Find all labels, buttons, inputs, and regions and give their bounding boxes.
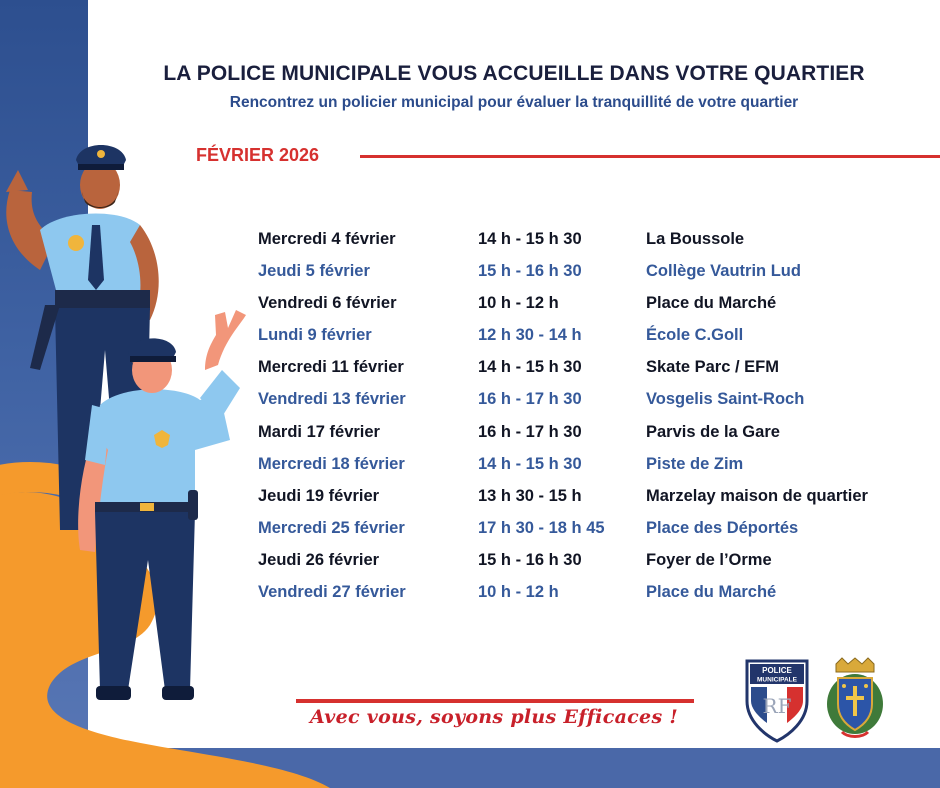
schedule-row bbox=[258, 358, 938, 390]
schedule-place: Collège Vautrin Lud bbox=[646, 262, 801, 281]
schedule-place: Foyer de l’Orme bbox=[646, 550, 772, 569]
schedule-date: Vendredi 13 février bbox=[258, 390, 406, 409]
schedule-place: École C.Goll bbox=[646, 326, 744, 345]
schedule-date: Mercredi 11 février bbox=[258, 358, 404, 377]
slogan: Avec vous, soyons plus Efficaces ! bbox=[309, 706, 678, 728]
svg-text:POLICE: POLICE bbox=[762, 666, 792, 675]
schedule-place: Place des Déportés bbox=[646, 518, 799, 537]
schedule-place: Place du Marché bbox=[646, 583, 777, 602]
schedule-time: 13 h 30 - 15 h bbox=[478, 486, 582, 505]
schedule-date: Mercredi 18 février bbox=[258, 454, 405, 473]
schedule-time: 14 h - 15 h 30 bbox=[478, 230, 582, 248]
schedule-row bbox=[258, 519, 938, 551]
schedule-time: 15 h - 16 h 30 bbox=[478, 262, 582, 281]
schedule-time: 16 h - 17 h 30 bbox=[478, 390, 582, 409]
schedule-date: Mercredi 4 février bbox=[258, 230, 396, 248]
page-subtitle: Rencontrez un policier municipal pour évaluer la tranquillité de votre quartier bbox=[229, 94, 799, 111]
svg-text:RF: RF bbox=[762, 694, 792, 718]
schedule-date: Vendredi 27 février bbox=[258, 583, 406, 602]
page-title: LA POLICE MUNICIPALE VOUS ACCUEILLE DANS VOTRE QUARTIER bbox=[163, 62, 865, 85]
schedule-row bbox=[258, 423, 938, 455]
police-officers-illustration bbox=[0, 130, 260, 720]
schedule-row bbox=[258, 294, 938, 326]
schedule-row bbox=[258, 230, 938, 262]
schedule-date: Jeudi 5 février bbox=[258, 262, 370, 281]
schedule-date: Mercredi 25 février bbox=[258, 518, 405, 537]
schedule-place: La Boussole bbox=[646, 230, 745, 248]
schedule-row bbox=[258, 390, 938, 422]
schedule-row bbox=[258, 455, 938, 487]
schedule-time: 10 h - 12 h bbox=[478, 583, 559, 602]
month-heading: FÉVRIER 2026 bbox=[196, 145, 320, 165]
schedule-place: Marzelay maison de quartier bbox=[646, 486, 868, 505]
schedule-place: Skate Parc / EFM bbox=[646, 358, 779, 377]
schedule-date: Vendredi 6 février bbox=[258, 294, 397, 313]
schedule-time: 12 h 30 - 14 h bbox=[478, 326, 582, 345]
schedule-time: 10 h - 12 h bbox=[478, 294, 559, 313]
schedule-row bbox=[258, 583, 938, 615]
svg-text:MUNICIPALE: MUNICIPALE bbox=[757, 676, 797, 684]
schedule-time: 17 h 30 - 18 h 45 bbox=[478, 518, 605, 537]
schedule-place: Vosgelis Saint-Roch bbox=[646, 390, 805, 409]
schedule-place: Piste de Zim bbox=[646, 454, 744, 473]
schedule-date: Mardi 17 février bbox=[258, 422, 380, 441]
footer-divider bbox=[296, 699, 694, 703]
schedule-place: Place du Marché bbox=[646, 294, 777, 313]
schedule-row bbox=[258, 262, 938, 294]
police-badge-icon bbox=[743, 657, 811, 743]
schedule-row bbox=[258, 487, 938, 519]
schedule-row bbox=[258, 326, 938, 358]
schedule-time: 16 h - 17 h 30 bbox=[478, 422, 582, 441]
schedule-date: Jeudi 26 février bbox=[258, 550, 380, 569]
month-divider bbox=[360, 155, 940, 158]
schedule-date: Lundi 9 février bbox=[258, 326, 372, 345]
schedule-place: Parvis de la Gare bbox=[646, 422, 780, 441]
schedule-date: Jeudi 19 février bbox=[258, 486, 380, 505]
coat-of-arms-icon bbox=[822, 656, 888, 742]
schedule-row bbox=[258, 551, 938, 583]
schedule-time: 14 h - 15 h 30 bbox=[478, 454, 582, 473]
schedule-table bbox=[258, 230, 938, 615]
schedule-time: 15 h - 16 h 30 bbox=[478, 550, 582, 569]
schedule-time: 14 h - 15 h 30 bbox=[478, 358, 582, 377]
